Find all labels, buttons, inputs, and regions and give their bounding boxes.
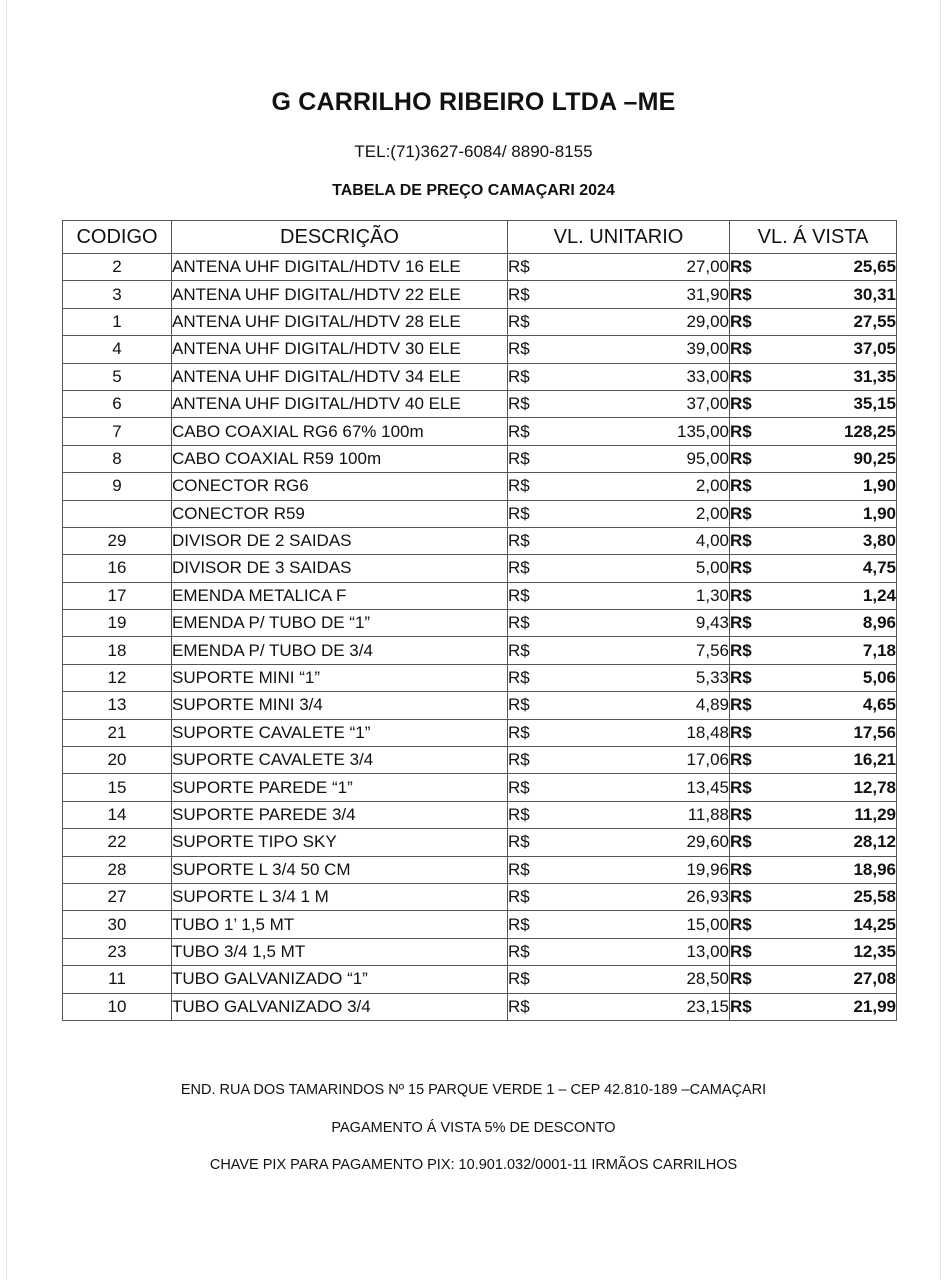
product-description: EMENDA METALICA F: [172, 582, 508, 609]
footer-payment-note: PAGAMENTO Á VISTA 5% DE DESCONTO: [331, 1120, 616, 1136]
cash-price-cell: [730, 856, 897, 883]
table-row: [63, 418, 897, 445]
column-header-cash-price: VL. Á VISTA: [730, 221, 897, 254]
table-title: TABELA DE PREÇO CAMAÇARI 2024: [332, 182, 615, 199]
unit-price-cell: [508, 637, 730, 664]
product-code: 12: [63, 664, 172, 691]
unit-price-value: 31,90: [686, 284, 729, 304]
cash-price-value: 11,29: [854, 805, 896, 824]
product-code: 2: [63, 254, 172, 281]
currency-symbol: R$: [508, 421, 530, 441]
product-code: 14: [63, 801, 172, 828]
currency-symbol: R$: [508, 805, 530, 824]
product-code: 18: [63, 637, 172, 664]
unit-price-cell: [508, 308, 730, 335]
product-description: SUPORTE L 3/4 50 CM: [172, 856, 508, 883]
currency-symbol: R$: [730, 750, 752, 770]
cash-price-cell: [730, 610, 897, 637]
currency-symbol: R$: [508, 941, 530, 961]
table-row: [63, 254, 897, 281]
product-description: SUPORTE L 3/4 1 M: [172, 883, 508, 910]
currency-symbol: R$: [730, 448, 752, 468]
currency-symbol: R$: [508, 969, 530, 989]
currency-symbol: R$: [508, 558, 530, 578]
unit-price-cell: [508, 555, 730, 582]
currency-symbol: R$: [730, 613, 752, 633]
table-row: [63, 527, 897, 554]
table-row: [63, 719, 897, 746]
cash-price-cell: [730, 993, 897, 1020]
unit-price-cell: [508, 829, 730, 856]
table-row: [63, 938, 897, 965]
cash-price-value: 25,58: [853, 887, 896, 907]
currency-symbol: R$: [508, 887, 530, 907]
unit-price-cell: [508, 692, 730, 719]
unit-price-value: 95,00: [686, 448, 729, 468]
currency-symbol: R$: [730, 887, 752, 907]
cash-price-cell: [730, 911, 897, 938]
unit-price-value: 4,89: [695, 695, 729, 715]
product-code: 19: [63, 610, 172, 637]
cash-price-cell: [730, 336, 897, 363]
currency-symbol: R$: [730, 777, 752, 797]
unit-price-value: 29,00: [686, 311, 729, 331]
currency-symbol: R$: [730, 311, 752, 331]
currency-symbol: R$: [508, 859, 530, 879]
product-code: 22: [63, 829, 172, 856]
currency-symbol: R$: [508, 585, 530, 605]
product-description: ANTENA UHF DIGITAL/HDTV 30 ELE: [172, 336, 508, 363]
cash-price-cell: [730, 527, 897, 554]
currency-symbol: R$: [508, 914, 530, 934]
table-row: [63, 664, 897, 691]
table-row: [63, 336, 897, 363]
table-row: [63, 390, 897, 417]
price-table: [62, 220, 897, 1021]
table-row: [63, 692, 897, 719]
unit-price-cell: [508, 856, 730, 883]
product-description: SUPORTE TIPO SKY: [172, 829, 508, 856]
cash-price-cell: [730, 308, 897, 335]
product-code: 30: [63, 911, 172, 938]
table-row: [63, 610, 897, 637]
cash-price-value: 37,05: [853, 339, 896, 359]
unit-price-cell: [508, 500, 730, 527]
table-header-row: [63, 221, 897, 254]
footer-pix-key: CHAVE PIX PARA PAGAMENTO PIX: 10.901.032/0001-11 IRMÃOS CARRILHOS: [209, 1157, 738, 1173]
cash-price-cell: [730, 747, 897, 774]
cash-price-value: 18,96: [853, 859, 896, 879]
cash-price-cell: [730, 473, 897, 500]
currency-symbol: R$: [508, 695, 530, 715]
product-description: SUPORTE PAREDE 3/4: [172, 801, 508, 828]
currency-symbol: R$: [508, 284, 530, 304]
currency-symbol: R$: [730, 339, 752, 359]
unit-price-cell: [508, 938, 730, 965]
currency-symbol: R$: [730, 585, 752, 605]
unit-price-value: 26,93: [686, 887, 729, 907]
product-code: 28: [63, 856, 172, 883]
unit-price-value: 28,50: [686, 969, 729, 989]
unit-price-value: 13,45: [686, 777, 729, 797]
cash-price-cell: [730, 445, 897, 472]
unit-price-value: 1,30: [695, 585, 729, 605]
table-row: [63, 637, 897, 664]
currency-symbol: R$: [508, 311, 530, 331]
cash-price-value: 4,75: [862, 558, 896, 578]
unit-price-cell: [508, 473, 730, 500]
currency-symbol: R$: [508, 366, 530, 386]
currency-symbol: R$: [730, 805, 752, 824]
footer-address: END. RUA DOS TAMARINDOS Nº 15 PARQUE VERDE 1 – CEP 42.810-189 –CAMAÇARI: [180, 1082, 767, 1098]
table-row: [63, 856, 897, 883]
product-description: CABO COAXIAL RG6 67% 100m: [172, 418, 508, 445]
cash-price-value: 4,65: [862, 695, 896, 715]
table-row: [63, 966, 897, 993]
cash-price-value: 28,12: [853, 832, 896, 852]
cash-price-value: 1,24: [862, 585, 896, 605]
table-row: [63, 445, 897, 472]
currency-symbol: R$: [730, 366, 752, 386]
product-description: ANTENA UHF DIGITAL/HDTV 40 ELE: [172, 390, 508, 417]
product-code: 6: [63, 390, 172, 417]
table-row: [63, 363, 897, 390]
currency-symbol: R$: [730, 421, 752, 441]
currency-symbol: R$: [508, 668, 530, 688]
unit-price-value: 4,00: [695, 531, 729, 551]
product-description: ANTENA UHF DIGITAL/HDTV 34 ELE: [172, 363, 508, 390]
unit-price-cell: [508, 966, 730, 993]
product-code: 20: [63, 747, 172, 774]
product-code: 7: [63, 418, 172, 445]
currency-symbol: R$: [508, 613, 530, 633]
currency-symbol: R$: [508, 476, 530, 496]
company-name: G CARRILHO RIBEIRO LTDA –ME: [271, 88, 676, 116]
cash-price-value: 35,15: [853, 394, 896, 414]
product-code: 15: [63, 774, 172, 801]
table-row: [63, 993, 897, 1020]
product-description: CONECTOR R59: [172, 500, 508, 527]
currency-symbol: R$: [730, 832, 752, 852]
unit-price-cell: [508, 363, 730, 390]
column-header-unit-price: VL. UNITARIO: [508, 221, 730, 254]
cash-price-cell: [730, 966, 897, 993]
unit-price-value: 17,06: [686, 750, 729, 770]
unit-price-cell: [508, 774, 730, 801]
cash-price-value: 1,90: [862, 476, 896, 496]
currency-symbol: R$: [730, 558, 752, 578]
currency-symbol: R$: [508, 339, 530, 359]
currency-symbol: R$: [730, 531, 752, 551]
product-code: 9: [63, 473, 172, 500]
product-description: EMENDA P/ TUBO DE 3/4: [172, 637, 508, 664]
cash-price-cell: [730, 938, 897, 965]
currency-symbol: R$: [508, 722, 530, 742]
product-description: EMENDA P/ TUBO DE “1”: [172, 610, 508, 637]
table-row: [63, 801, 897, 828]
product-description: DIVISOR DE 2 SAIDAS: [172, 527, 508, 554]
table-row: [63, 500, 897, 527]
cash-price-cell: [730, 390, 897, 417]
product-description: TUBO GALVANIZADO “1”: [172, 966, 508, 993]
product-code: 27: [63, 883, 172, 910]
cash-price-value: 31,35: [853, 366, 896, 386]
currency-symbol: R$: [508, 503, 530, 523]
currency-symbol: R$: [730, 969, 752, 989]
currency-symbol: R$: [508, 257, 530, 277]
cash-price-cell: [730, 418, 897, 445]
currency-symbol: R$: [730, 668, 752, 688]
unit-price-value: 29,60: [686, 832, 729, 852]
currency-symbol: R$: [508, 777, 530, 797]
currency-symbol: R$: [730, 859, 752, 879]
table-row: [63, 308, 897, 335]
unit-price-cell: [508, 582, 730, 609]
product-code: 16: [63, 555, 172, 582]
unit-price-value: 15,00: [686, 914, 729, 934]
product-description: CABO COAXIAL R59 100m: [172, 445, 508, 472]
product-description: SUPORTE CAVALETE 3/4: [172, 747, 508, 774]
product-description: ANTENA UHF DIGITAL/HDTV 22 ELE: [172, 281, 508, 308]
unit-price-cell: [508, 747, 730, 774]
product-description: TUBO 3/4 1,5 MT: [172, 938, 508, 965]
unit-price-cell: [508, 664, 730, 691]
unit-price-cell: [508, 254, 730, 281]
currency-symbol: R$: [730, 476, 752, 496]
cash-price-cell: [730, 664, 897, 691]
product-description: ANTENA UHF DIGITAL/HDTV 28 ELE: [172, 308, 508, 335]
product-code: 11: [63, 966, 172, 993]
currency-symbol: R$: [508, 750, 530, 770]
product-description: SUPORTE CAVALETE “1”: [172, 719, 508, 746]
unit-price-value: 18,48: [686, 722, 729, 742]
cash-price-value: 5,06: [862, 668, 896, 688]
unit-price-value: 11,88: [687, 805, 729, 824]
unit-price-cell: [508, 527, 730, 554]
currency-symbol: R$: [730, 914, 752, 934]
unit-price-value: 33,00: [686, 366, 729, 386]
cash-price-cell: [730, 254, 897, 281]
unit-price-cell: [508, 911, 730, 938]
product-code: 29: [63, 527, 172, 554]
product-description: ANTENA UHF DIGITAL/HDTV 16 ELE: [172, 254, 508, 281]
unit-price-value: 27,00: [686, 257, 729, 277]
product-code: 8: [63, 445, 172, 472]
cash-price-value: 7,18: [862, 640, 896, 660]
currency-symbol: R$: [730, 722, 752, 742]
currency-symbol: R$: [508, 448, 530, 468]
column-header-code: CODIGO: [63, 221, 172, 254]
unit-price-cell: [508, 883, 730, 910]
cash-price-value: 128,25: [844, 421, 896, 441]
currency-symbol: R$: [730, 941, 752, 961]
cash-price-value: 25,65: [853, 257, 896, 277]
unit-price-cell: [508, 445, 730, 472]
cash-price-value: 27,55: [853, 311, 896, 331]
cash-price-value: 17,56: [853, 722, 896, 742]
unit-price-cell: [508, 993, 730, 1020]
cash-price-cell: [730, 363, 897, 390]
unit-price-cell: [508, 719, 730, 746]
currency-symbol: R$: [508, 531, 530, 551]
currency-symbol: R$: [508, 996, 530, 1016]
table-row: [63, 911, 897, 938]
unit-price-cell: [508, 418, 730, 445]
product-code: 4: [63, 336, 172, 363]
cash-price-value: 30,31: [853, 284, 896, 304]
table-row: [63, 829, 897, 856]
cash-price-cell: [730, 829, 897, 856]
table-row: [63, 774, 897, 801]
unit-price-value: 2,00: [695, 503, 729, 523]
currency-symbol: R$: [508, 640, 530, 660]
phone-numbers: TEL:(71)3627-6084/ 8890-8155: [354, 142, 593, 161]
currency-symbol: R$: [730, 695, 752, 715]
currency-symbol: R$: [730, 503, 752, 523]
cash-price-value: 12,78: [853, 777, 896, 797]
cash-price-value: 3,80: [862, 531, 896, 551]
product-code: 3: [63, 281, 172, 308]
cash-price-cell: [730, 281, 897, 308]
product-code: 5: [63, 363, 172, 390]
unit-price-value: 2,00: [695, 476, 729, 496]
product-code: 21: [63, 719, 172, 746]
product-description: SUPORTE MINI 3/4: [172, 692, 508, 719]
product-description: DIVISOR DE 3 SAIDAS: [172, 555, 508, 582]
table-row: [63, 582, 897, 609]
cash-price-cell: [730, 555, 897, 582]
table-row: [63, 281, 897, 308]
unit-price-value: 5,33: [695, 668, 729, 688]
cash-price-cell: [730, 774, 897, 801]
product-description: TUBO 1’ 1,5 MT: [172, 911, 508, 938]
unit-price-value: 9,43: [695, 613, 729, 633]
table-row: [63, 555, 897, 582]
cash-price-value: 16,21: [853, 750, 896, 770]
cash-price-value: 27,08: [853, 969, 896, 989]
currency-symbol: R$: [730, 394, 752, 414]
cash-price-cell: [730, 582, 897, 609]
currency-symbol: R$: [508, 394, 530, 414]
cash-price-value: 12,35: [853, 941, 896, 961]
unit-price-value: 135,00: [677, 421, 729, 441]
unit-price-value: 5,00: [695, 558, 729, 578]
unit-price-cell: [508, 336, 730, 363]
unit-price-cell: [508, 390, 730, 417]
cash-price-cell: [730, 883, 897, 910]
currency-symbol: R$: [508, 832, 530, 852]
unit-price-cell: [508, 801, 730, 828]
product-description: SUPORTE MINI “1”: [172, 664, 508, 691]
product-code: 23: [63, 938, 172, 965]
cash-price-cell: [730, 692, 897, 719]
unit-price-cell: [508, 281, 730, 308]
product-code: 10: [63, 993, 172, 1020]
currency-symbol: R$: [730, 284, 752, 304]
product-description: CONECTOR RG6: [172, 473, 508, 500]
unit-price-value: 7,56: [695, 640, 729, 660]
cash-price-value: 8,96: [862, 613, 896, 633]
column-header-description: DESCRIÇÃO: [172, 221, 508, 254]
product-code: 1: [63, 308, 172, 335]
product-description: TUBO GALVANIZADO 3/4: [172, 993, 508, 1020]
cash-price-cell: [730, 637, 897, 664]
product-description: SUPORTE PAREDE “1”: [172, 774, 508, 801]
product-code: 13: [63, 692, 172, 719]
price-table-body: [63, 254, 897, 1021]
cash-price-cell: [730, 500, 897, 527]
unit-price-value: 23,15: [686, 996, 729, 1016]
cash-price-value: 1,90: [862, 503, 896, 523]
unit-price-value: 39,00: [686, 339, 729, 359]
cash-price-cell: [730, 801, 897, 828]
table-row: [63, 473, 897, 500]
cash-price-cell: [730, 719, 897, 746]
currency-symbol: R$: [730, 996, 752, 1016]
table-row: [63, 747, 897, 774]
table-row: [63, 883, 897, 910]
currency-symbol: R$: [730, 257, 752, 277]
cash-price-value: 21,99: [853, 996, 896, 1016]
cash-price-value: 14,25: [853, 914, 896, 934]
currency-symbol: R$: [730, 640, 752, 660]
cash-price-value: 90,25: [853, 448, 896, 468]
unit-price-cell: [508, 610, 730, 637]
product-code: 17: [63, 582, 172, 609]
unit-price-value: 37,00: [686, 394, 729, 414]
product-code: [63, 500, 172, 527]
unit-price-value: 19,96: [686, 859, 729, 879]
unit-price-value: 13,00: [686, 941, 729, 961]
